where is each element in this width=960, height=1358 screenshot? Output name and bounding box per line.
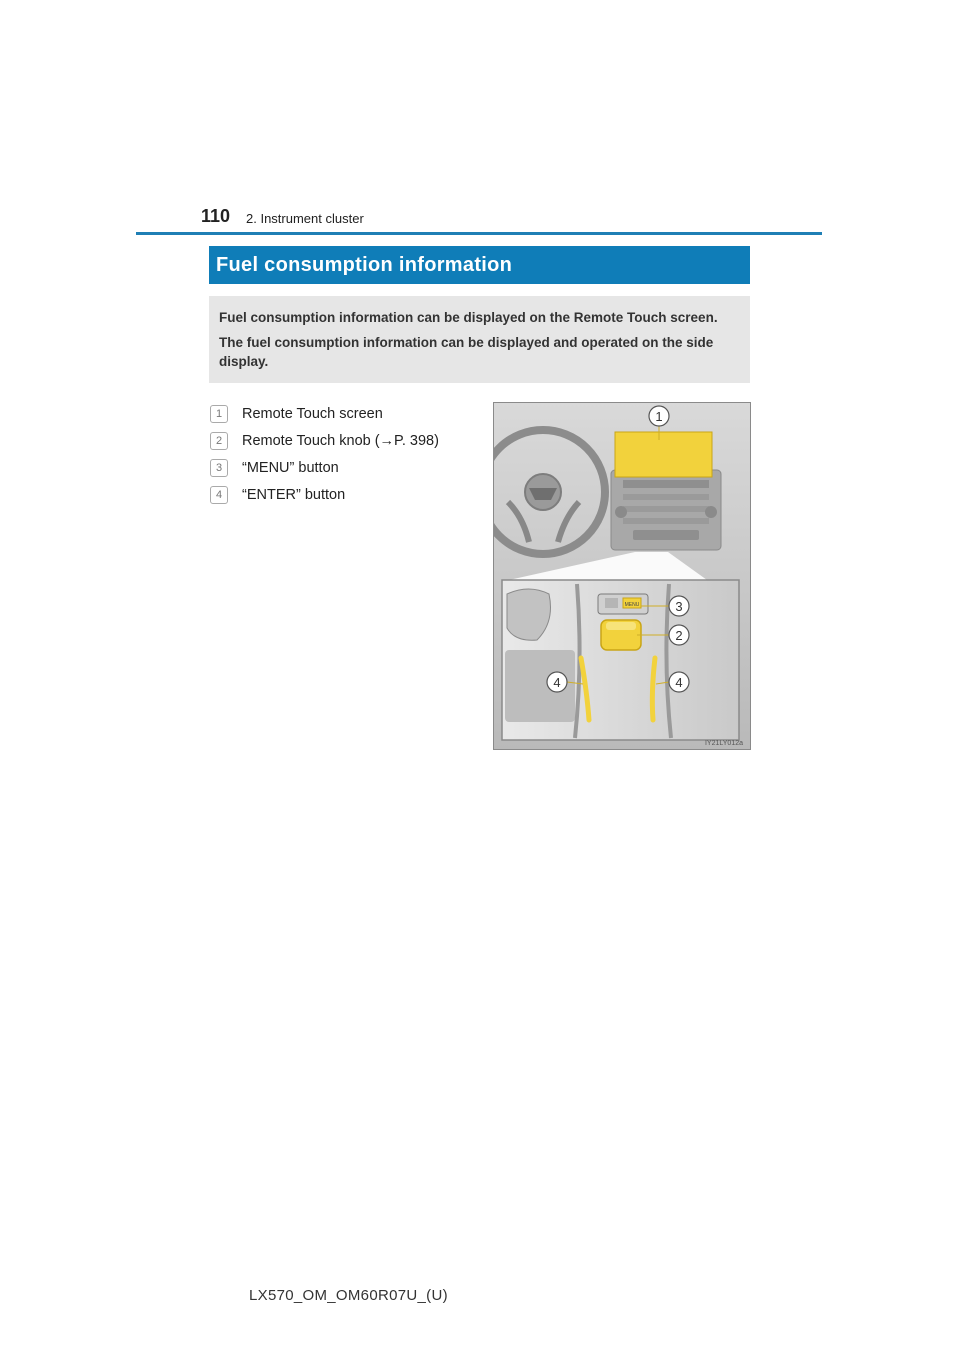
header-rule [136,232,822,235]
legend-number-badge: 3 [210,459,228,477]
figure-code: IY21LY012a [704,740,743,747]
legend-number-badge: 4 [210,486,228,504]
callout-1 [649,406,669,426]
center-console [611,470,721,550]
remote-touch-screen [615,432,712,477]
menu-button-label: MENU [624,602,640,608]
legend-number-badge: 1 [210,405,228,423]
callout-3 [669,596,689,616]
svg-text:1: 1 [655,409,663,424]
intro-line-2: The fuel consumption information can be displayed and operated on the side display. [219,335,714,369]
intro-box [209,296,750,383]
svg-text:4: 4 [675,675,683,690]
intro-line-1: Fuel consumption information can be displayed on the Remote Touch screen. [219,310,718,325]
legend-item [210,427,439,454]
legend-number-badge: 2 [210,432,228,450]
console-closeup [502,580,739,740]
svg-text:3: 3 [675,599,683,614]
svg-text:4: 4 [553,675,561,690]
legend-item [210,454,439,481]
legend-label: Remote Touch screen [242,405,383,422]
legend-item [210,400,439,427]
legend-list [210,400,439,508]
section-title: Fuel consumption information [209,246,750,284]
legend-item [210,481,439,508]
callout-2 [669,625,689,645]
callout-4-left [547,672,567,692]
legend-label: “ENTER” button [242,486,346,503]
document-code-footer: LX570_OM_OM60R07U_(U) [249,1287,448,1304]
chapter-title: 2. Instrument cluster [246,211,364,226]
legend-label: “MENU” button [242,459,339,476]
svg-text:2: 2 [675,628,683,643]
page-number: 110 [201,206,231,226]
dashboard-figure [493,402,751,750]
legend-label: Remote Touch knob (→P. 398) [242,432,439,449]
callout-4-right [669,672,689,692]
